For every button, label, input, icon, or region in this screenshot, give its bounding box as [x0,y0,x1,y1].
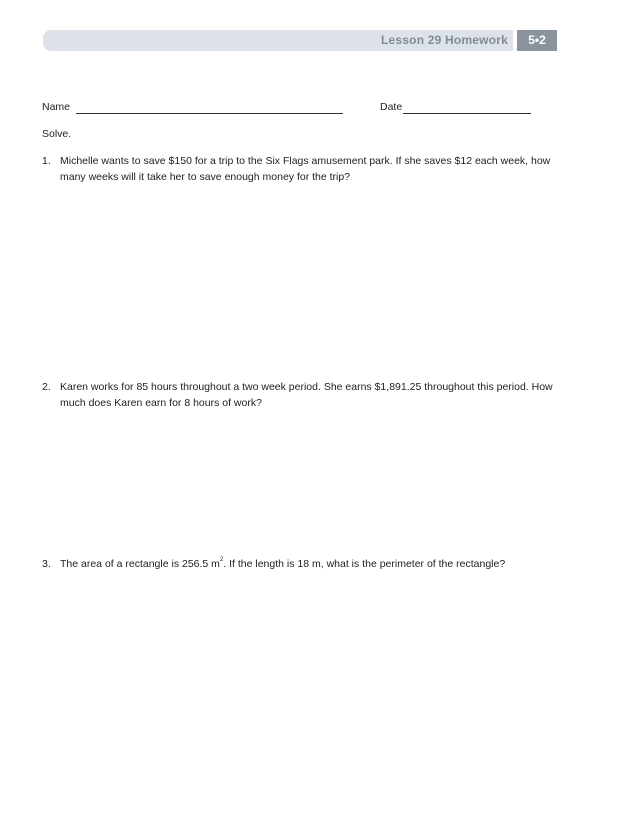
instruction: Solve. [42,128,72,140]
problem-number: 1. [42,155,51,167]
problem-number: 2. [42,381,51,393]
problem-text: Michelle wants to save $150 for a trip to the Six Flags amusement park. If she saves $12 each week, how many weeks will it take her to save enough money for the trip? [60,155,551,183]
problem-text-end: . If the length is 18 m, what is the perimeter of the rectangle? [223,558,506,570]
problem-number: 3. [42,558,51,570]
name-field[interactable] [76,113,343,114]
date-field[interactable] [403,113,531,114]
date-label: Date [380,101,403,113]
page-title: Lesson 29 Homework [381,33,508,47]
name-label: Name [42,101,71,113]
superscript: 2 [219,557,224,563]
module-badge: 5•2 [517,30,557,51]
problem-text-start: The area of a rectangle is 256.5 m [60,558,220,570]
problem-text: Karen works for 85 hours throughout a two week period. She earns $1,891.25 throughout this period. How much does Karen earn for 8 hours of work? [60,381,553,409]
problem-text [60,556,570,572]
